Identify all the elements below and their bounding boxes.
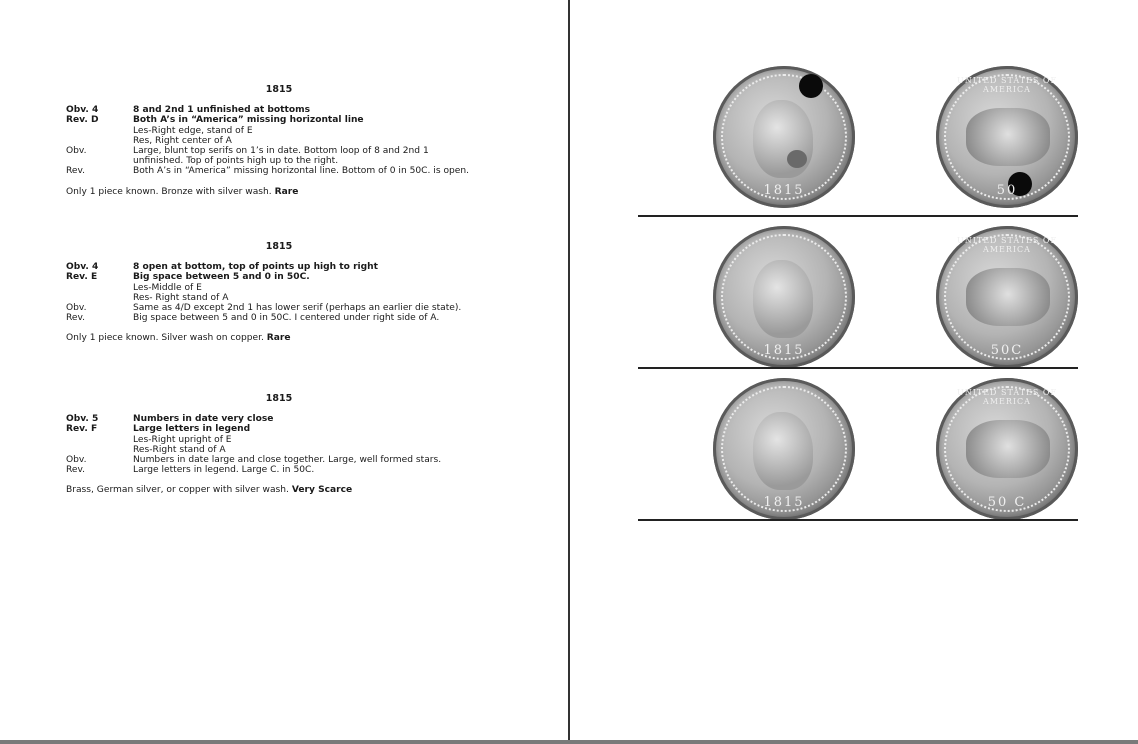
coin-reverse-image (936, 378, 1078, 520)
line-label (66, 156, 133, 166)
entry-line (66, 303, 536, 313)
entry-line (66, 136, 536, 146)
line-text: Big space between 5 and 0 in 50C. (133, 272, 310, 283)
coin-obverse-image (713, 378, 855, 520)
line-label: Rev. F (66, 424, 98, 435)
coin-legend: UNITED STATES OF AMERICA (956, 76, 1058, 94)
line-text: Large letters in legend (133, 424, 251, 435)
line-text: Numbers in date large and close together. Large, well formed stars. (133, 455, 442, 466)
line-text: 8 and 2nd 1 unfinished at bottoms (133, 105, 310, 116)
entry-line (66, 126, 536, 136)
line-text: Big space between 5 and 0 in 50C. I centered under right side of A. (133, 313, 440, 324)
eagle-figure (966, 108, 1050, 166)
line-text: Large letters in legend. Large C. in 50C. (133, 465, 315, 476)
entry-line (66, 313, 536, 323)
line-text: Both A’s in “America” missing horizontal line. Bottom of 0 in 50C. is open. (133, 166, 470, 177)
coin-value: 50 (996, 183, 1018, 198)
line-label (66, 136, 133, 146)
eagle-figure (966, 268, 1050, 326)
note-text: Only 1 piece known. Bronze with silver wash. (66, 186, 275, 197)
variety-entry (66, 85, 536, 197)
note-text: Only 1 piece known. Silver wash on copper. (66, 333, 267, 344)
coin-obverse-image (713, 226, 855, 368)
line-label: Rev. D (66, 115, 99, 126)
entry-line (66, 414, 536, 424)
line-label (66, 293, 133, 303)
left-page (0, 0, 568, 740)
bust-figure (753, 412, 813, 490)
line-text: 8 open at bottom, top of points up high to right (133, 262, 378, 273)
coin-legend: UNITED STATES OF AMERICA (956, 388, 1058, 406)
entry-line (66, 293, 536, 303)
line-text: Numbers in date very close (133, 414, 274, 425)
line-text: Res, Right center of A (133, 135, 232, 146)
line-label (66, 435, 133, 445)
coin-reverse-image (936, 226, 1078, 368)
coin-obverse-image (713, 66, 855, 208)
coin-date: 1815 (763, 183, 805, 198)
entry-year: 1815 (265, 241, 293, 252)
variety-entry (66, 394, 536, 496)
entry-line (66, 435, 536, 445)
line-text: Les-Middle of E (133, 282, 202, 293)
entry-line (66, 283, 536, 293)
line-text: Both A’s in “America” missing horizontal line (133, 115, 364, 126)
line-label (66, 283, 133, 293)
entry-line (66, 156, 536, 166)
line-label: Rev. E (66, 272, 98, 283)
coin-value: 50 C (987, 495, 1027, 510)
entry-line (66, 445, 536, 455)
entry-year: 1815 (265, 84, 293, 95)
bust-figure (753, 260, 813, 338)
entry-line (66, 105, 536, 115)
line-label: Rev. (66, 313, 86, 324)
line-label: Obv. (66, 146, 87, 157)
entry-line (66, 465, 536, 475)
entry-note (66, 333, 536, 343)
entry-line (66, 115, 536, 125)
line-text: Les-Right edge, stand of E (133, 125, 253, 136)
coin-legend: UNITED STATES OF AMERICA (956, 236, 1058, 254)
line-text: unfinished. Top of points high up to the right. (133, 156, 339, 167)
eagle-figure (966, 420, 1050, 478)
variety-entry (66, 242, 536, 344)
line-label: Obv. 4 (66, 262, 99, 273)
entry-year: 1815 (265, 393, 293, 404)
rarity-label: Rare (274, 186, 299, 197)
entry-line (66, 455, 536, 465)
entry-line (66, 424, 536, 434)
coin-date: 1815 (763, 495, 805, 510)
section-rule (638, 519, 1078, 521)
coin-date: 1815 (763, 343, 805, 358)
line-text: Res- Right stand of A (133, 292, 229, 303)
line-label: Obv. (66, 303, 87, 314)
line-label (66, 126, 133, 136)
coin-reverse-image (936, 66, 1078, 208)
rarity-label: Very Scarce (291, 485, 353, 496)
rarity-label: Rare (266, 333, 291, 344)
entry-line (66, 166, 536, 176)
entry-note (66, 485, 536, 495)
damage-spot (787, 150, 807, 168)
line-text: Large, blunt top serifs on 1’s in date. Bottom loop of 8 and 2nd 1 (133, 146, 429, 157)
line-label: Rev. (66, 465, 86, 476)
bottom-scrollbar[interactable] (0, 740, 1138, 744)
line-label: Obv. (66, 455, 87, 466)
line-text: Res-Right stand of A (133, 444, 226, 455)
entry-line (66, 146, 536, 156)
line-label: Obv. 5 (66, 414, 99, 425)
line-label: Rev. (66, 166, 86, 177)
hole-mark (799, 74, 823, 98)
line-text: Same as 4/D except 2nd 1 has lower serif (perhaps an earlier die state). (133, 303, 462, 314)
right-page (570, 0, 1138, 740)
coin-value: 50C (990, 343, 1024, 358)
section-rule (638, 215, 1078, 217)
entry-line (66, 272, 536, 282)
entry-line (66, 262, 536, 272)
line-label: Obv. 4 (66, 105, 99, 116)
line-label (66, 445, 133, 455)
bust-figure (753, 100, 813, 178)
line-text: Les-Right upright of E (133, 434, 232, 445)
note-text: Brass, German silver, or copper with silver wash. (66, 485, 292, 496)
entry-note (66, 187, 536, 197)
section-rule (638, 367, 1078, 369)
